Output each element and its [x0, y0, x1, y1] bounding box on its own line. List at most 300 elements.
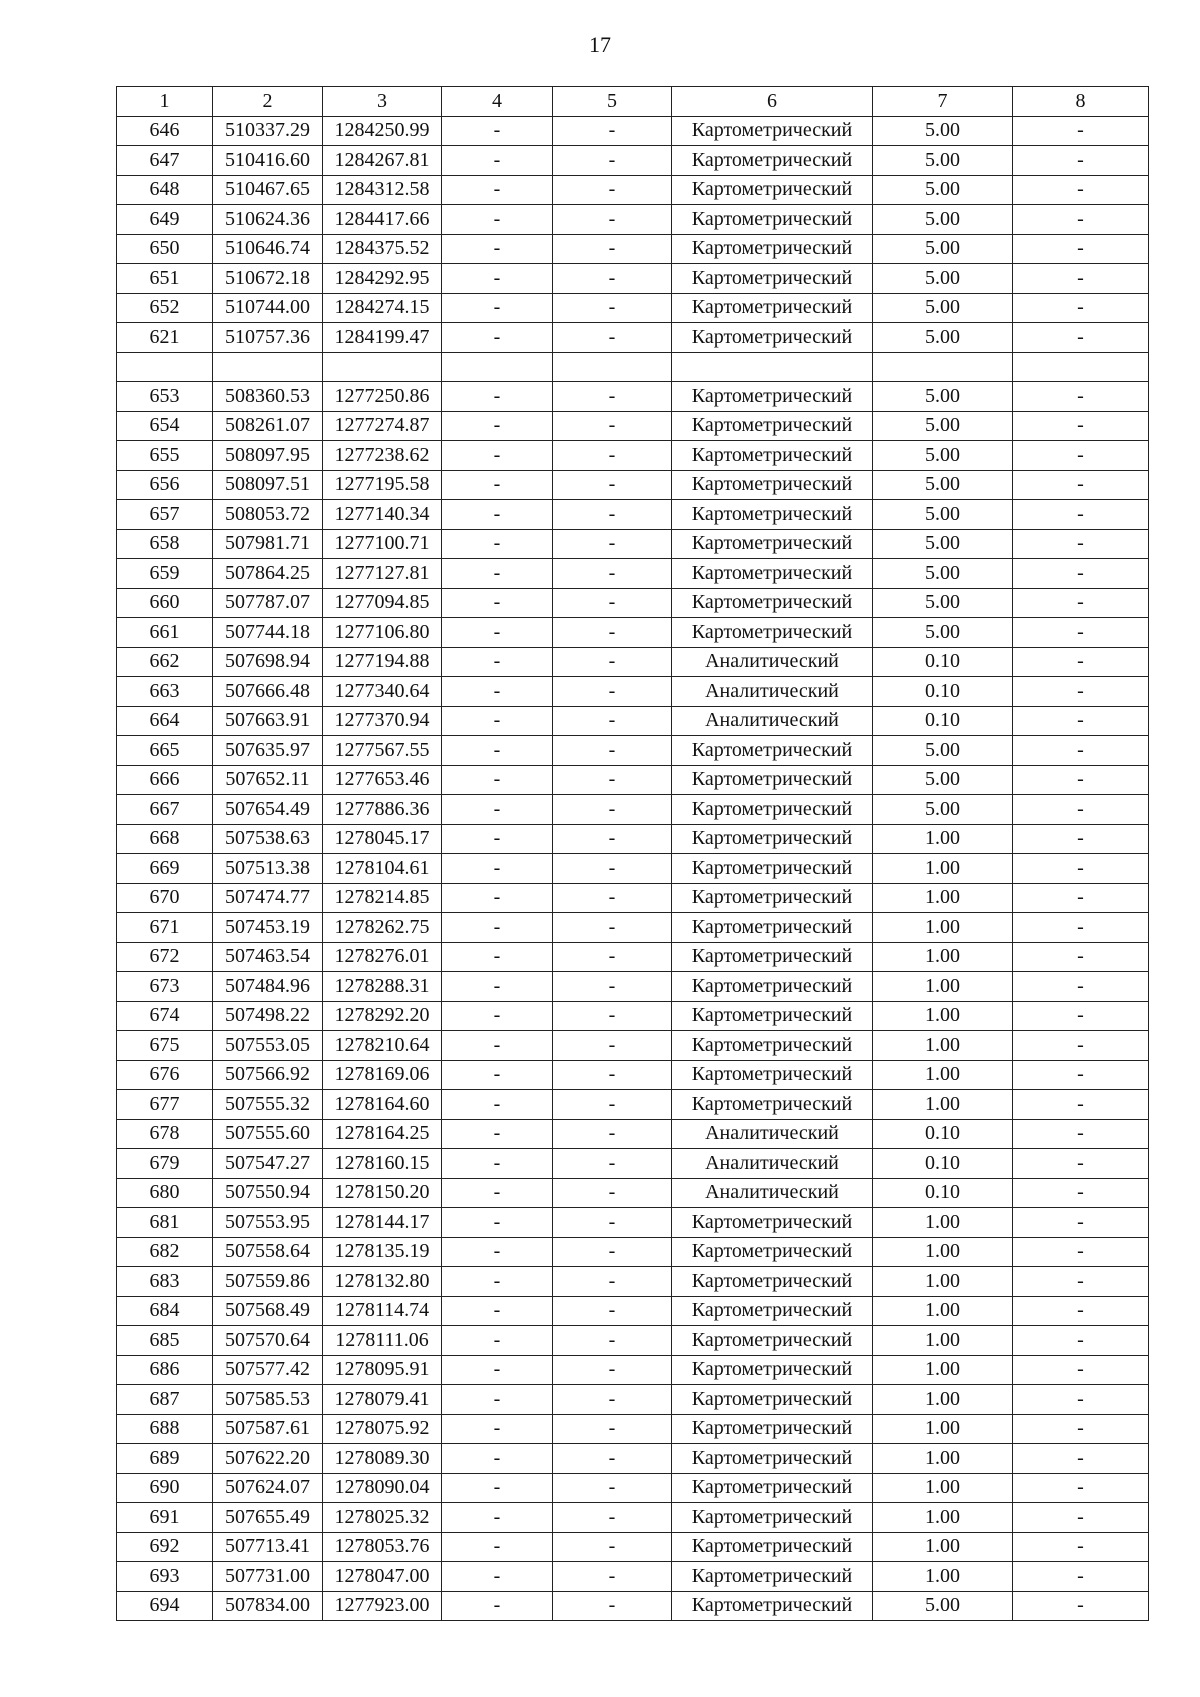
table-cell: 1278075.92 — [323, 1414, 442, 1444]
table-cell: 1278079.41 — [323, 1385, 442, 1415]
table-cell: Картометрический — [672, 883, 873, 913]
table-cell: 507655.49 — [213, 1503, 323, 1533]
table-cell: 670 — [117, 883, 213, 913]
table-cell: - — [442, 1001, 553, 1031]
table-cell: 677 — [117, 1090, 213, 1120]
table-cell: 507698.94 — [213, 647, 323, 677]
table-cell: 5.00 — [873, 736, 1013, 766]
table-cell: 508097.95 — [213, 441, 323, 471]
table-cell: Картометрический — [672, 736, 873, 766]
table-cell: - — [553, 175, 672, 205]
table-row — [117, 1001, 1149, 1031]
table-row — [117, 765, 1149, 795]
table-row — [117, 677, 1149, 707]
table-cell: 508261.07 — [213, 411, 323, 441]
table-row — [117, 1119, 1149, 1149]
table-cell: - — [1013, 1326, 1149, 1356]
table-row — [117, 1562, 1149, 1592]
table-cell: 1.00 — [873, 1237, 1013, 1267]
table-cell: - — [1013, 618, 1149, 648]
table-cell: - — [553, 1503, 672, 1533]
table-cell — [323, 352, 442, 382]
table-cell: - — [553, 1591, 672, 1621]
table-row — [117, 441, 1149, 471]
table-cell: 687 — [117, 1385, 213, 1415]
table-cell: 1278262.75 — [323, 913, 442, 943]
table-cell: - — [553, 1119, 672, 1149]
table-cell: 1277100.71 — [323, 529, 442, 559]
table-cell: 689 — [117, 1444, 213, 1474]
table-cell: 1278214.85 — [323, 883, 442, 913]
table-row — [117, 175, 1149, 205]
table-row — [117, 1031, 1149, 1061]
table-cell: 1278114.74 — [323, 1296, 442, 1326]
table-cell: - — [1013, 293, 1149, 323]
table-cell: - — [442, 1355, 553, 1385]
table-cell: 508097.51 — [213, 470, 323, 500]
table-cell: - — [553, 205, 672, 235]
table-cell: 650 — [117, 234, 213, 264]
table-row — [117, 205, 1149, 235]
table-cell: - — [553, 470, 672, 500]
table-cell: - — [442, 234, 553, 264]
table-cell: - — [553, 1355, 672, 1385]
table-cell: 1.00 — [873, 1385, 1013, 1415]
table-cell: - — [1013, 500, 1149, 530]
table-row — [117, 1473, 1149, 1503]
table-cell: 653 — [117, 382, 213, 412]
table-cell: 672 — [117, 942, 213, 972]
table-cell: Картометрический — [672, 470, 873, 500]
table-cell: 675 — [117, 1031, 213, 1061]
table-cell — [1013, 352, 1149, 382]
table-cell: 0.10 — [873, 1178, 1013, 1208]
table-cell: - — [442, 1591, 553, 1621]
table-cell: 5.00 — [873, 470, 1013, 500]
table-cell: Картометрический — [672, 1208, 873, 1238]
table-cell: - — [1013, 854, 1149, 884]
table-cell: - — [553, 1090, 672, 1120]
table-cell: - — [442, 1414, 553, 1444]
table-cell: Картометрический — [672, 264, 873, 294]
table-cell: 5.00 — [873, 264, 1013, 294]
table-cell: 507513.38 — [213, 854, 323, 884]
table-cell: 656 — [117, 470, 213, 500]
table-cell — [117, 352, 213, 382]
table-cell: Картометрический — [672, 1591, 873, 1621]
table-cell: 507585.53 — [213, 1385, 323, 1415]
table-cell: 507568.49 — [213, 1296, 323, 1326]
table-cell: 686 — [117, 1355, 213, 1385]
table-cell: 657 — [117, 500, 213, 530]
table-cell: - — [553, 1178, 672, 1208]
table-cell: 1277567.55 — [323, 736, 442, 766]
table-cell: 1.00 — [873, 942, 1013, 972]
table-cell: 669 — [117, 854, 213, 884]
table-cell: 5.00 — [873, 175, 1013, 205]
table-cell: 688 — [117, 1414, 213, 1444]
table-cell: 691 — [117, 1503, 213, 1533]
table-cell: - — [1013, 883, 1149, 913]
table-cell: 651 — [117, 264, 213, 294]
table-cell: 674 — [117, 1001, 213, 1031]
table-cell: - — [442, 854, 553, 884]
table-row — [117, 1532, 1149, 1562]
table-cell: - — [553, 146, 672, 176]
table-cell: 1.00 — [873, 1444, 1013, 1474]
table-cell: 1278288.31 — [323, 972, 442, 1002]
table-row — [117, 234, 1149, 264]
table-row — [117, 1385, 1149, 1415]
table-cell: 507498.22 — [213, 1001, 323, 1031]
table-cell: Картометрический — [672, 1237, 873, 1267]
column-header-3: 3 — [323, 87, 442, 117]
table-cell: 1.00 — [873, 1326, 1013, 1356]
table-row — [117, 883, 1149, 913]
table-cell: Картометрический — [672, 529, 873, 559]
table-cell: 1278169.06 — [323, 1060, 442, 1090]
table-cell: 5.00 — [873, 588, 1013, 618]
table-cell: - — [1013, 205, 1149, 235]
table-cell: 5.00 — [873, 765, 1013, 795]
table-cell: - — [553, 441, 672, 471]
table-cell: - — [553, 854, 672, 884]
table-cell: 1277923.00 — [323, 1591, 442, 1621]
table-cell: 662 — [117, 647, 213, 677]
table-cell: 1.00 — [873, 1355, 1013, 1385]
table-cell: - — [553, 323, 672, 353]
table-cell: 1284292.95 — [323, 264, 442, 294]
table-cell: Картометрический — [672, 618, 873, 648]
table-cell: Картометрический — [672, 1090, 873, 1120]
table-cell: - — [442, 1444, 553, 1474]
table-cell: 1.00 — [873, 1060, 1013, 1090]
table-cell: 510757.36 — [213, 323, 323, 353]
table-cell: 654 — [117, 411, 213, 441]
table-cell: - — [442, 559, 553, 589]
table-cell: - — [1013, 1237, 1149, 1267]
table-cell: - — [553, 264, 672, 294]
column-header-5: 5 — [553, 87, 672, 117]
table-cell: 1278150.20 — [323, 1178, 442, 1208]
table-cell: 1277094.85 — [323, 588, 442, 618]
table-cell: - — [1013, 588, 1149, 618]
table-cell: 1277127.81 — [323, 559, 442, 589]
table-cell: - — [1013, 765, 1149, 795]
table-cell: 658 — [117, 529, 213, 559]
table-cell: - — [553, 588, 672, 618]
table-row — [117, 706, 1149, 736]
table-cell: 1277106.80 — [323, 618, 442, 648]
table-cell: 1.00 — [873, 1562, 1013, 1592]
table-cell: - — [442, 1149, 553, 1179]
table-cell: 1.00 — [873, 1090, 1013, 1120]
table-cell — [873, 352, 1013, 382]
table-cell: Картометрический — [672, 559, 873, 589]
table-cell: 5.00 — [873, 382, 1013, 412]
table-row — [117, 500, 1149, 530]
table-cell: 0.10 — [873, 1119, 1013, 1149]
table-cell: - — [442, 1090, 553, 1120]
table-cell: Картометрический — [672, 588, 873, 618]
table-cell: 0.10 — [873, 706, 1013, 736]
table-cell: 1278135.19 — [323, 1237, 442, 1267]
table-cell: - — [442, 382, 553, 412]
table-cell: 507453.19 — [213, 913, 323, 943]
table-cell: 680 — [117, 1178, 213, 1208]
table-cell: 1277340.64 — [323, 677, 442, 707]
table-cell: 510416.60 — [213, 146, 323, 176]
table-row — [117, 559, 1149, 589]
table-cell: - — [1013, 382, 1149, 412]
table-cell: 683 — [117, 1267, 213, 1297]
table-cell: - — [553, 706, 672, 736]
column-header-2: 2 — [213, 87, 323, 117]
table-cell: 1.00 — [873, 883, 1013, 913]
table-cell: - — [553, 234, 672, 264]
table-cell: Картометрический — [672, 913, 873, 943]
table-cell: 0.10 — [873, 647, 1013, 677]
table-cell: 1278111.06 — [323, 1326, 442, 1356]
table-cell: - — [442, 1208, 553, 1238]
table-cell: - — [553, 1237, 672, 1267]
table-cell: - — [553, 972, 672, 1002]
table-cell: Аналитический — [672, 1149, 873, 1179]
table-cell: - — [553, 116, 672, 146]
table-row — [117, 913, 1149, 943]
table-cell: 664 — [117, 706, 213, 736]
table-cell: - — [553, 1326, 672, 1356]
table-cell: - — [442, 824, 553, 854]
table-cell: 1.00 — [873, 824, 1013, 854]
table-cell: Картометрический — [672, 824, 873, 854]
table-cell: 508360.53 — [213, 382, 323, 412]
table-cell: Картометрический — [672, 1532, 873, 1562]
table-cell: 507550.94 — [213, 1178, 323, 1208]
table-cell: 507622.20 — [213, 1444, 323, 1474]
table-cell: 666 — [117, 765, 213, 795]
table-cell: - — [442, 1237, 553, 1267]
table-row — [117, 1149, 1149, 1179]
table-cell: Аналитический — [672, 647, 873, 677]
table-cell: 659 — [117, 559, 213, 589]
table-cell: 507558.64 — [213, 1237, 323, 1267]
table-cell: - — [442, 1503, 553, 1533]
table-cell: - — [1013, 736, 1149, 766]
table-row — [117, 942, 1149, 972]
table-cell: - — [442, 1562, 553, 1592]
table-cell: Картометрический — [672, 382, 873, 412]
table-cell: 510646.74 — [213, 234, 323, 264]
table-cell: 647 — [117, 146, 213, 176]
table-cell: - — [1013, 1060, 1149, 1090]
table-cell: 1.00 — [873, 913, 1013, 943]
table-row — [117, 1090, 1149, 1120]
table-cell: 507635.97 — [213, 736, 323, 766]
table-cell: 507570.64 — [213, 1326, 323, 1356]
table-cell: - — [1013, 972, 1149, 1002]
table-cell: - — [1013, 1532, 1149, 1562]
table-row — [117, 529, 1149, 559]
table-cell: Картометрический — [672, 1562, 873, 1592]
table-cell: - — [1013, 824, 1149, 854]
table-cell: - — [1013, 1591, 1149, 1621]
table-row — [117, 1503, 1149, 1533]
table-cell: - — [1013, 1267, 1149, 1297]
table-cell: - — [1013, 1444, 1149, 1474]
table-cell: Картометрический — [672, 500, 873, 530]
table-cell: - — [553, 1031, 672, 1061]
table-row — [117, 1591, 1149, 1621]
table-cell: 1284417.66 — [323, 205, 442, 235]
table-cell: 1278144.17 — [323, 1208, 442, 1238]
table-cell: 507577.42 — [213, 1355, 323, 1385]
table-cell: 661 — [117, 618, 213, 648]
table-cell: - — [553, 1562, 672, 1592]
table-row — [117, 1237, 1149, 1267]
table-cell: - — [553, 647, 672, 677]
table-cell: 507731.00 — [213, 1562, 323, 1592]
table-cell: Картометрический — [672, 795, 873, 825]
column-header-8: 8 — [1013, 87, 1149, 117]
table-cell: - — [442, 677, 553, 707]
table-cell: - — [1013, 913, 1149, 943]
table-cell: 1278095.91 — [323, 1355, 442, 1385]
table-cell: - — [553, 618, 672, 648]
table-row — [117, 1296, 1149, 1326]
table-cell: 1.00 — [873, 1267, 1013, 1297]
table-body — [117, 116, 1149, 1621]
table-cell: - — [442, 1296, 553, 1326]
table-cell: 667 — [117, 795, 213, 825]
table-cell: 692 — [117, 1532, 213, 1562]
table-cell: - — [1013, 1119, 1149, 1149]
table-cell: - — [442, 1267, 553, 1297]
table-cell: 5.00 — [873, 205, 1013, 235]
table-cell: Картометрический — [672, 1385, 873, 1415]
table-cell: - — [442, 883, 553, 913]
table-cell: - — [442, 913, 553, 943]
table-cell: - — [553, 1149, 672, 1179]
table-cell: 5.00 — [873, 411, 1013, 441]
table-cell: - — [1013, 323, 1149, 353]
table-cell: 507666.48 — [213, 677, 323, 707]
table-cell: - — [1013, 175, 1149, 205]
table-row — [117, 323, 1149, 353]
table-cell: - — [553, 765, 672, 795]
table-cell: 1278089.30 — [323, 1444, 442, 1474]
table-cell: 652 — [117, 293, 213, 323]
table-cell: - — [1013, 234, 1149, 264]
table-cell: Аналитический — [672, 1119, 873, 1149]
table-cell: 1.00 — [873, 1532, 1013, 1562]
table-cell: 1284274.15 — [323, 293, 442, 323]
table-cell: 1277370.94 — [323, 706, 442, 736]
table-row — [117, 647, 1149, 677]
table-cell: 1277238.62 — [323, 441, 442, 471]
table-cell: 1278164.60 — [323, 1090, 442, 1120]
table-cell: 1278053.76 — [323, 1532, 442, 1562]
table-cell: Картометрический — [672, 323, 873, 353]
column-header-6: 6 — [672, 87, 873, 117]
table-row — [117, 411, 1149, 441]
column-header-1: 1 — [117, 87, 213, 117]
table-cell: - — [553, 293, 672, 323]
table-cell: 1278090.04 — [323, 1473, 442, 1503]
page-number: 17 — [589, 32, 611, 57]
table-cell: 507566.92 — [213, 1060, 323, 1090]
table-cell: - — [553, 1414, 672, 1444]
table-cell: 655 — [117, 441, 213, 471]
table-cell: - — [1013, 706, 1149, 736]
table-cell: 507652.11 — [213, 765, 323, 795]
table-cell: - — [553, 411, 672, 441]
table-cell: - — [553, 529, 672, 559]
column-header-4: 4 — [442, 87, 553, 117]
table-cell: 1278160.15 — [323, 1149, 442, 1179]
table-cell: 671 — [117, 913, 213, 943]
table-cell: 507864.25 — [213, 559, 323, 589]
table-cell: - — [1013, 1149, 1149, 1179]
table-cell: 1278132.80 — [323, 1267, 442, 1297]
table-cell: - — [1013, 411, 1149, 441]
table-cell: 5.00 — [873, 529, 1013, 559]
table-cell: 646 — [117, 116, 213, 146]
table-cell: - — [442, 529, 553, 559]
table-cell: 660 — [117, 588, 213, 618]
table-cell: 507787.07 — [213, 588, 323, 618]
table-cell: - — [1013, 1503, 1149, 1533]
table-cell: 508053.72 — [213, 500, 323, 530]
table-row — [117, 618, 1149, 648]
table-cell: 507744.18 — [213, 618, 323, 648]
table-cell — [553, 352, 672, 382]
table-cell: - — [553, 1385, 672, 1415]
table-cell: 673 — [117, 972, 213, 1002]
table-row — [117, 854, 1149, 884]
table-cell: - — [553, 559, 672, 589]
table-cell: Картометрический — [672, 175, 873, 205]
table-cell: 5.00 — [873, 146, 1013, 176]
table-cell: 507624.07 — [213, 1473, 323, 1503]
table-cell: 1284312.58 — [323, 175, 442, 205]
table-cell: 507553.95 — [213, 1208, 323, 1238]
table-cell: 1284375.52 — [323, 234, 442, 264]
table-cell: 1.00 — [873, 1414, 1013, 1444]
table-cell: 507981.71 — [213, 529, 323, 559]
table-cell: Картометрический — [672, 1503, 873, 1533]
table-cell: 665 — [117, 736, 213, 766]
table-cell: - — [553, 382, 672, 412]
table-cell: Картометрический — [672, 234, 873, 264]
table-cell: - — [553, 736, 672, 766]
table-cell: 668 — [117, 824, 213, 854]
table-row — [117, 1208, 1149, 1238]
table-cell: 507555.60 — [213, 1119, 323, 1149]
table-row — [117, 116, 1149, 146]
column-header-7: 7 — [873, 87, 1013, 117]
table-cell — [442, 352, 553, 382]
table-cell: - — [553, 1296, 672, 1326]
table-cell: Картометрический — [672, 1267, 873, 1297]
table-row — [117, 736, 1149, 766]
table-cell: Картометрический — [672, 1060, 873, 1090]
table-cell: - — [553, 1473, 672, 1503]
table-cell: 1277194.88 — [323, 647, 442, 677]
table-cell: 663 — [117, 677, 213, 707]
table-cell: - — [1013, 795, 1149, 825]
table-cell: 507663.91 — [213, 706, 323, 736]
